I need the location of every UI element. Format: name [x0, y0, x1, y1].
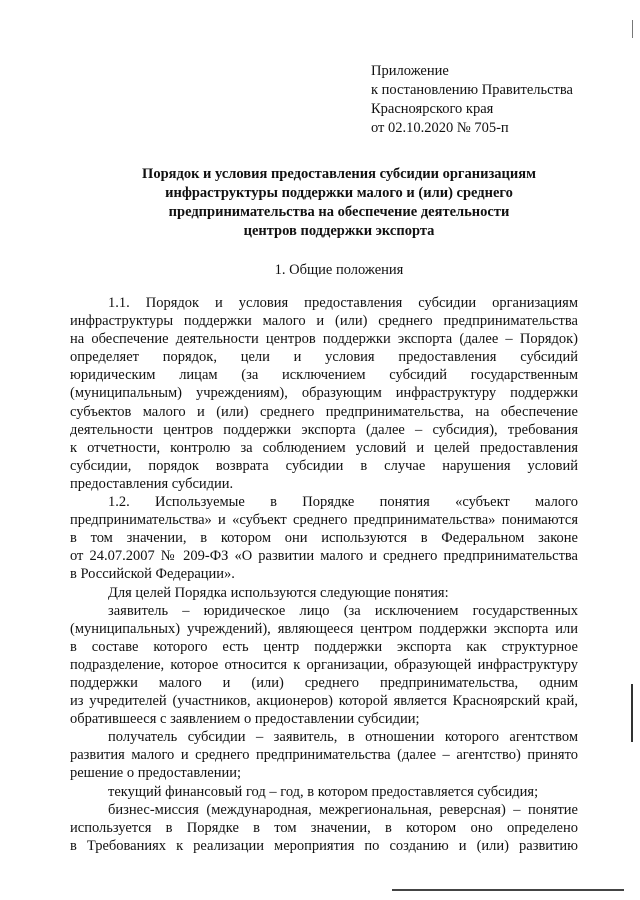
scan-artifact-mark [631, 684, 633, 742]
body-line: юридическим лицам (за исключением субсидий государственным [70, 367, 578, 384]
body-line: текущий финансовый год – год, в котором предоставляется субсидия; [108, 783, 539, 800]
document-title [70, 165, 608, 241]
body-line: к отчетности, контролю за соблюдением условий и целей предоставления [70, 439, 578, 456]
title-line: Порядок и условия предоставления субсидии организациям [142, 166, 536, 182]
body-line: предпринимательства» и «субъект среднего предпринимательства» понимаются [70, 512, 578, 529]
appendix-line: от 02.10.2020 № 705-п [371, 120, 509, 136]
body-line: в составе которого есть центр поддержки экспорта как структурное [70, 638, 578, 655]
body-line: на обеспечение деятельности центров поддержки экспорта (далее – Порядок) [70, 331, 578, 348]
body-line: подразделение, которое относится к организации, образующей инфраструктуру [70, 656, 578, 673]
appendix-block [371, 62, 573, 138]
scan-artifact-mark [632, 20, 633, 38]
body-line: развития малого и среднего предпринимательства (далее – агентство) принято [70, 747, 578, 764]
body-line: бизнес-миссия (международная, межрегиональная, реверсная) – понятие [108, 801, 578, 818]
body-text [70, 294, 578, 855]
body-line: из учредителей (участников, акционеров) которой является Красноярский край, [70, 693, 578, 710]
appendix-line: Приложение [371, 63, 449, 79]
title-line: предпринимательства на обеспечение деятельности [168, 204, 510, 220]
body-line: деятельности центров поддержки экспорта (далее – субсидия), требования [70, 421, 578, 438]
bottom-scan-line [392, 889, 624, 891]
appendix-line: Красноярского края [371, 101, 494, 117]
body-line: субъектов малого и (или) среднего предпринимательства, на обеспечение [70, 403, 578, 420]
body-line: решение о предоставлении; [70, 765, 242, 782]
appendix-line: к постановлению Правительства [371, 82, 573, 98]
body-line: получатель субсидии – заявитель, в отношении которого агентством [108, 729, 578, 746]
body-line: в Требованиях к реализации мероприятия по созданию и (или) развитию [70, 837, 578, 854]
body-line: субсидии, порядок возврата субсидии в случае нарушения условий [70, 457, 578, 474]
body-line: используется в Порядке в том значении, в котором оно определено [70, 819, 578, 836]
body-line: (муниципальных) учреждений), являющееся центром поддержки экспорта или [70, 620, 578, 637]
body-line: в Российской Федерации». [70, 566, 235, 583]
body-line: инфраструктуры поддержки малого и (или) среднего предпринимательства [70, 313, 578, 330]
title-line: инфраструктуры поддержки малого и (или) среднего [165, 185, 513, 201]
body-line: от 24.07.2007 № 209-ФЗ «О развитии малого и среднего предпринимательства [70, 548, 578, 565]
body-line: 1.1. Порядок и условия предоставления субсидии организациям [108, 295, 578, 311]
body-line: предоставления субсидии. [70, 475, 234, 492]
title-line: центров поддержки экспорта [243, 223, 435, 239]
body-line: определяет порядок, цели и условия предоставления субсидий [70, 349, 578, 366]
body-line: поддержки малого и (или) среднего предпринимательства, одним [70, 674, 578, 691]
section-heading: 1. Общие положения [274, 262, 404, 278]
body-line: 1.2. Используемые в Порядке понятия «субъект малого [108, 494, 578, 511]
body-line: (муниципальным) учреждениям), образующим инфраструктуру поддержки [70, 385, 578, 402]
body-line: обратившееся с заявлением о предоставлении субсидии; [70, 711, 420, 728]
body-line: в том значении, в котором они используются в Федеральном законе [70, 530, 578, 547]
body-line: Для целей Порядка используются следующие понятия: [108, 584, 449, 601]
body-line: заявитель – юридическое лицо (за исключением государственных [108, 602, 578, 619]
